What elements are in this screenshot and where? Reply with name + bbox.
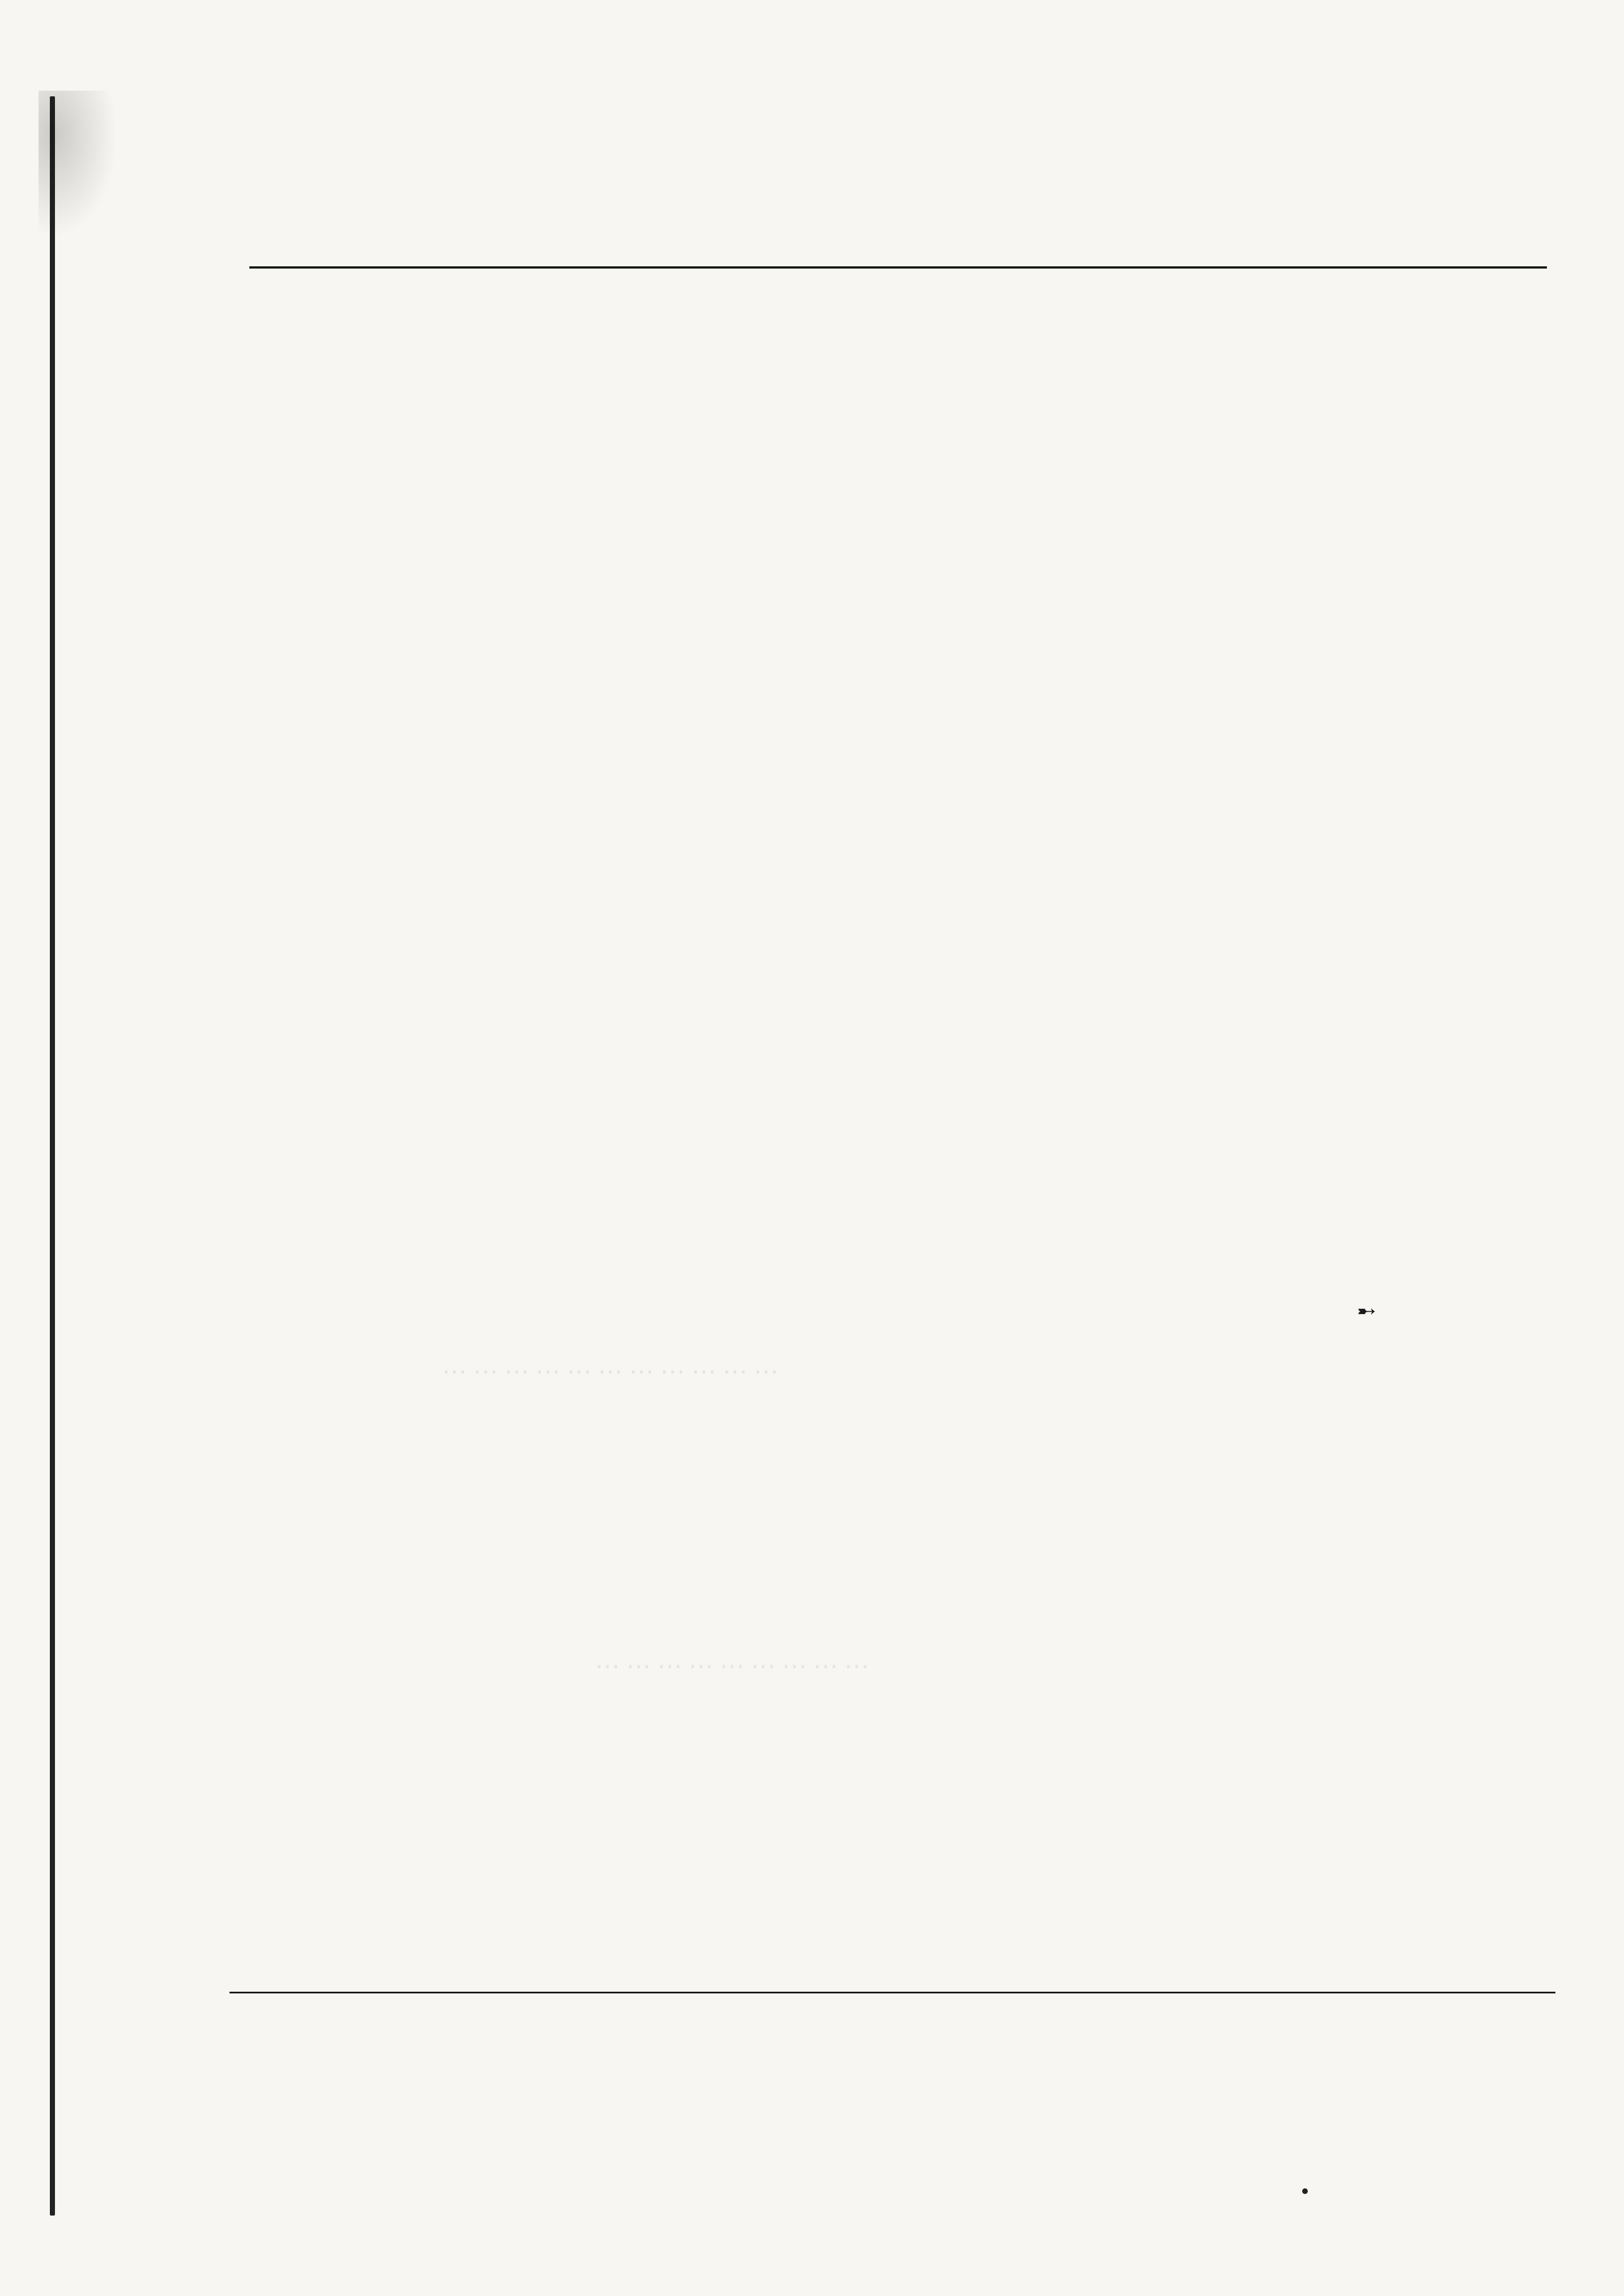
header-rule: [249, 266, 1547, 269]
show-through-text: ⋯ ⋯ ⋯ ⋯ ⋯ ⋯ ⋯ ⋯ ⋯: [595, 1652, 869, 1680]
ink-dot: [1302, 2188, 1308, 2194]
ink-mark-icon: ➸: [1357, 1298, 1376, 1324]
footnote-rule: [229, 1992, 1555, 1993]
show-through-text: ⋯ ⋯ ⋯ ⋯ ⋯ ⋯ ⋯ ⋯ ⋯ ⋯ ⋯: [442, 1358, 779, 1385]
binding-edge: [50, 96, 55, 2216]
scan-smudge: [39, 91, 118, 238]
